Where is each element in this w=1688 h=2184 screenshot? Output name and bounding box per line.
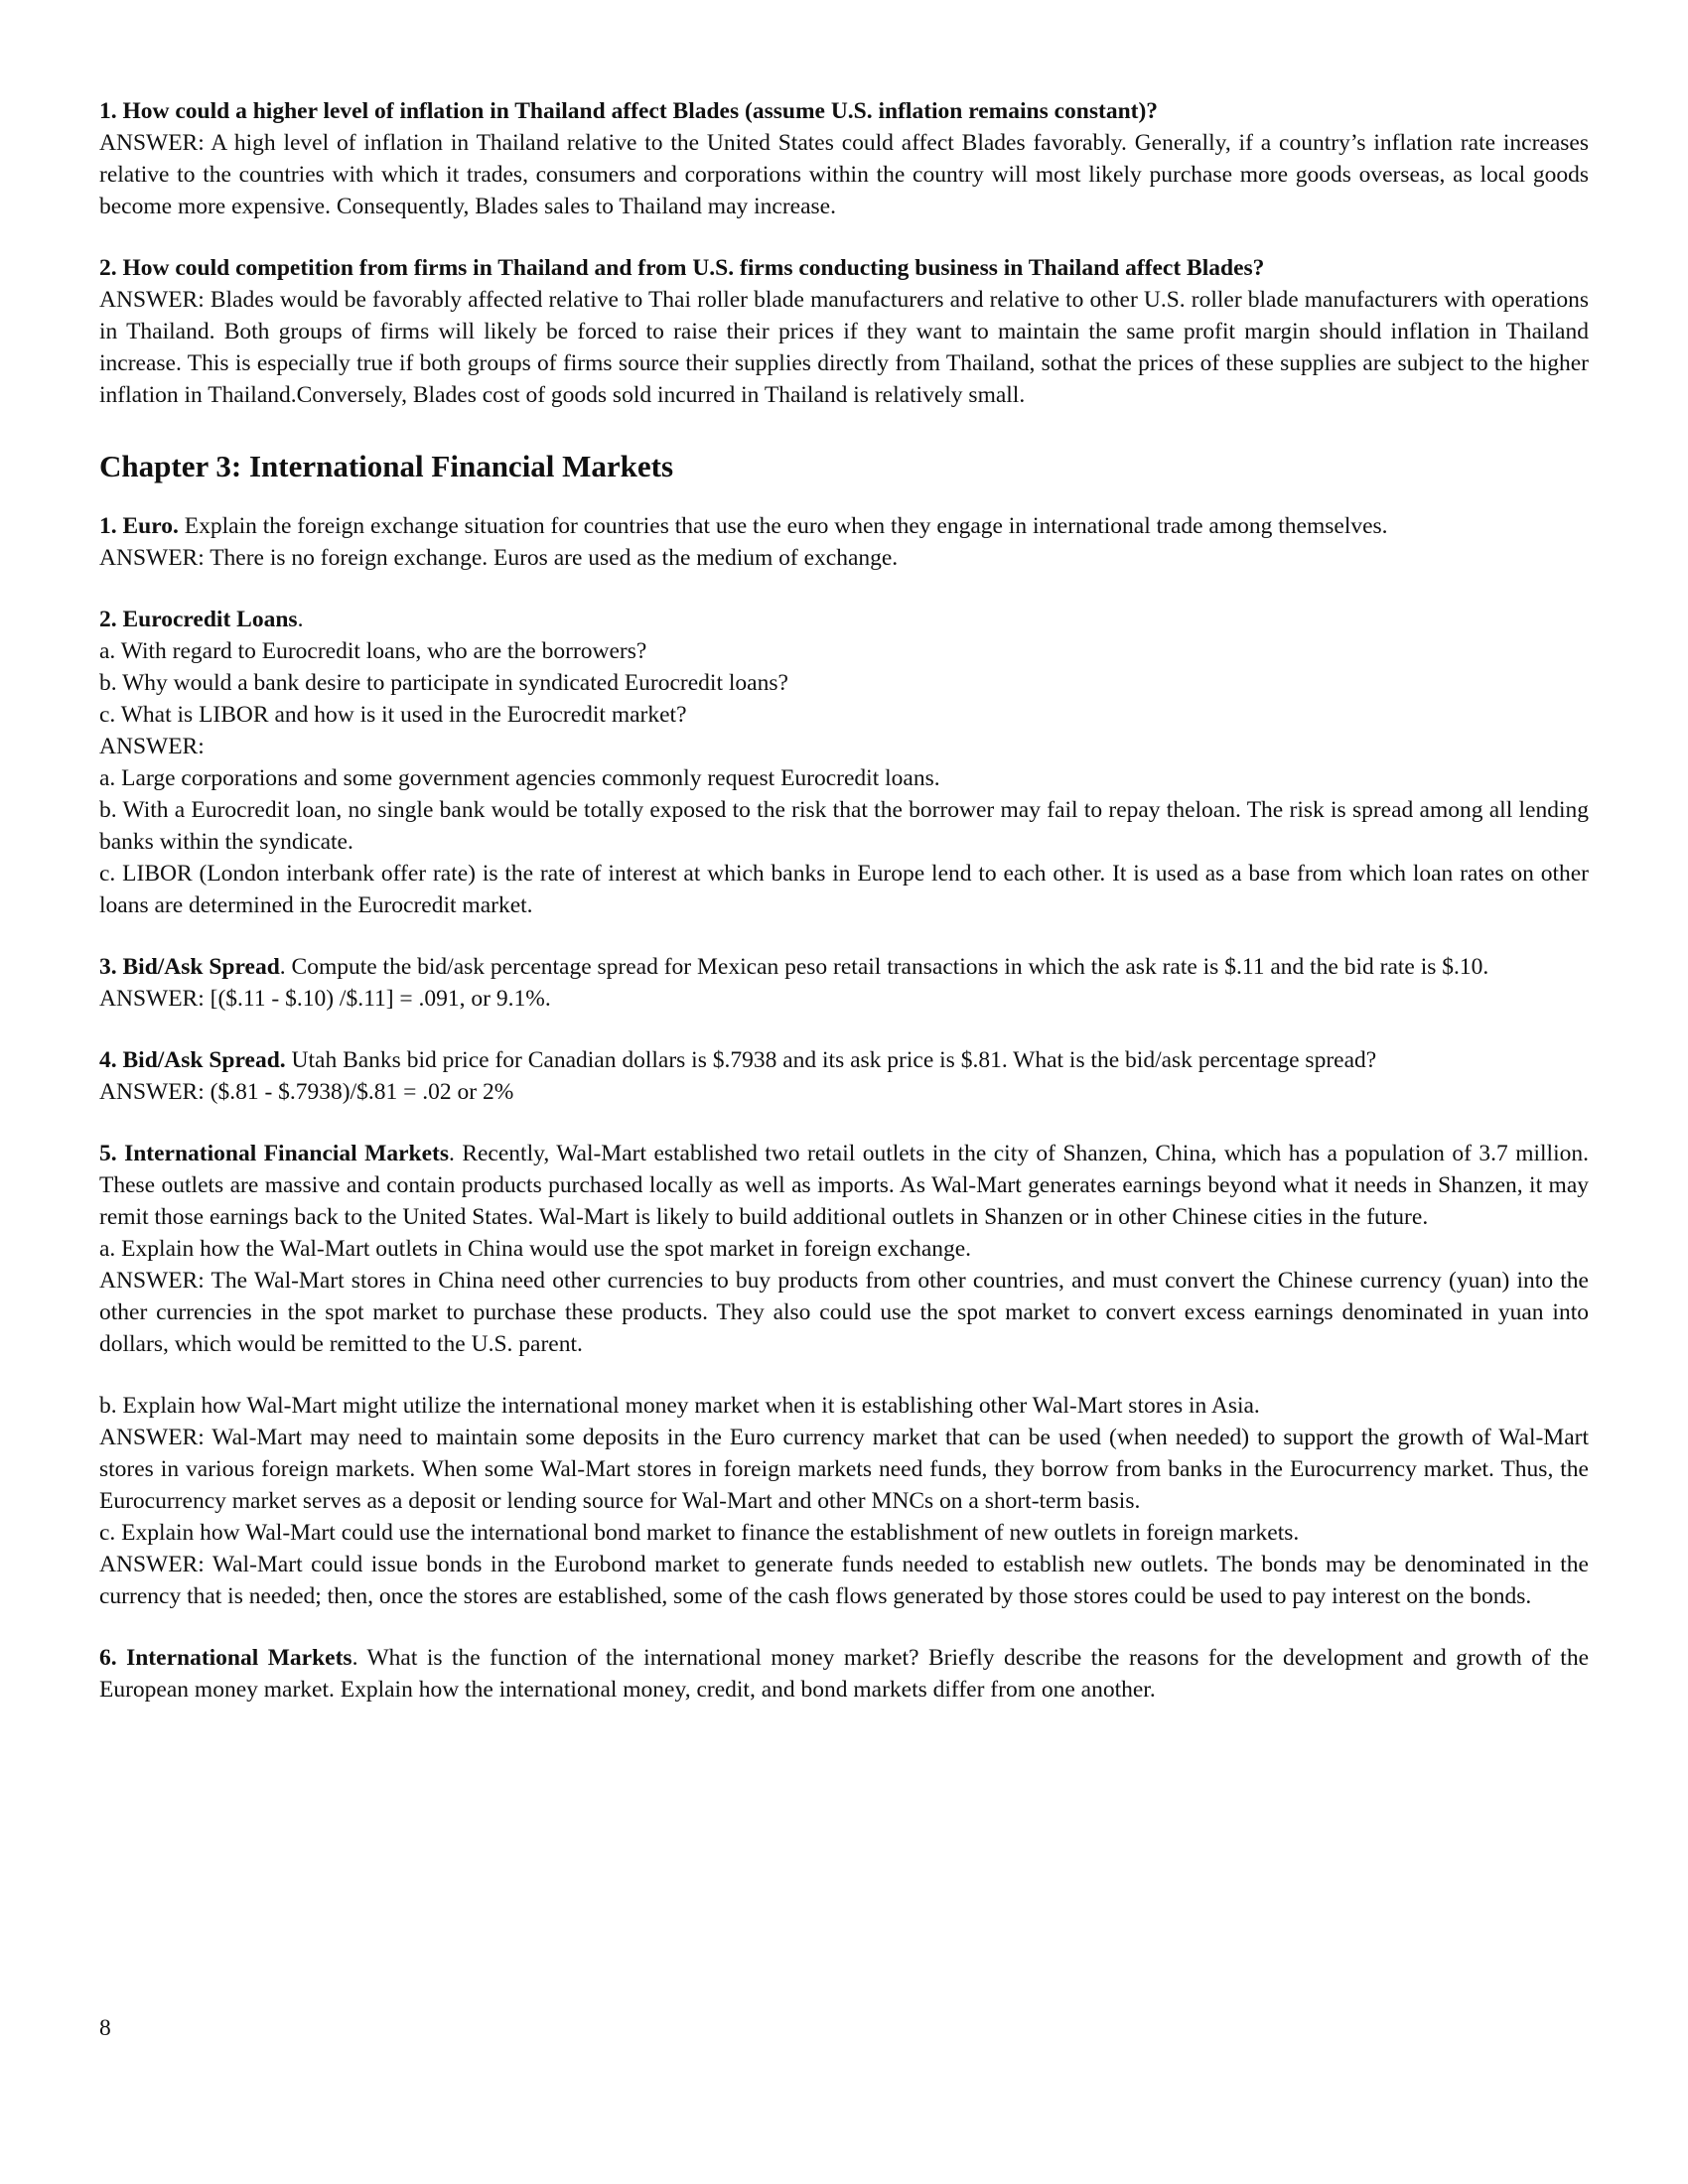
chapter3-question-5 <box>99 1138 1589 1612</box>
subquestion-b: b. Explain how Wal-Mart might utilize the international money market when it is establishing other Wal-Mart stores in Asia. <box>99 1393 1260 1419</box>
chapter3-question-4 <box>99 1044 1589 1108</box>
question-text: . Recently, Wal-Mart established two retail outlets in the city of Shanzen, China, which has a population of 3.7 million. These outlets are massive and contain products purchased locally as well as imports. As Wal-Mart generates earnings beyond what it needs in Shanzen, it may remit those earnings back to the United States. Wal-Mart is likely to build additional outlets in Shanzen or in other Chinese cities in the future. <box>99 1141 1589 1230</box>
question-text: 1. How could a higher level of inflation in Thailand affect Blades (assume U.S. inflation remains constant)? <box>99 98 1159 124</box>
answer-c: ANSWER: Wal-Mart could issue bonds in the Eurobond market to generate funds needed to establish new outlets. The bonds may be denominated in the currency that is needed; then, once the stores are established, some of the cash flows generated by those stores could be used to pay interest on the bonds. <box>99 1552 1589 1609</box>
chapter3-question-3 <box>99 951 1589 1015</box>
chapter3-question-2 <box>99 604 1589 921</box>
question-label: 5. International Financial Markets <box>99 1141 449 1166</box>
answer-text: ANSWER: A high level of inflation in Thailand relative to the United States could affect Blades favorably. Generally, if a country’s inflation rate increases relative to the countries with which it trades, consumers and corporations within the country will most likely purchase more goods overseas, as local goods become more expensive. Consequently, Blades sales to Thailand may increase. <box>99 130 1589 219</box>
answer-text: ANSWER: There is no foreign exchange. Euros are used as the medium of exchange. <box>99 545 899 571</box>
page-number: 8 <box>99 2015 111 2041</box>
answer-text: ANSWER: Blades would be favorably affected relative to Thai roller blade manufacturers and relative to other U.S. roller blade manufacturers with operations in Thailand. Both groups of firms will likely be forced to raise their prices if they want to maintain the same profit margin should inflation in Thailand increase. This is especially true if both groups of firms source their supplies directly from Thailand, sothat the prices of these supplies are subject to the higher inflation in Thailand.Conversely, Blades cost of goods sold incurred in Thailand is relatively small. <box>99 287 1589 408</box>
question-text: . Compute the bid/ask percentage spread for Mexican peso retail transactions in which the ask rate is $.11 and the bid rate is $.10. <box>279 954 1489 980</box>
subquestion-c: c. Explain how Wal-Mart could use the international bond market to finance the establishment of new outlets in foreign markets. <box>99 1520 1300 1546</box>
chapter-heading: Chapter 3: International Financial Markets <box>99 449 674 483</box>
answer-label: ANSWER: <box>99 734 205 759</box>
answer-b: ANSWER: Wal-Mart may need to maintain some deposits in the Euro currency market that can be used (when needed) to support the growth of Wal-Mart stores in various foreign markets. When some Wal-Mart stores in foreign markets need funds, they borrow from banks in the Eurocurrency market. Thus, the Eurocurrency market serves as a deposit or lending source for Wal-Mart and other MNCs on a short-term basis. <box>99 1425 1589 1514</box>
answer-a: a. Large corporations and some government agencies commonly request Eurocredit loans. <box>99 765 940 791</box>
question-label-suffix: . <box>297 607 304 632</box>
question-label: 2. Eurocredit Loans <box>99 607 298 632</box>
question-label: 1. Euro. <box>99 513 179 539</box>
prev-question-2 <box>99 252 1589 411</box>
answer-text: ANSWER: ($.81 - $.7938)/$.81 = .02 or 2% <box>99 1079 514 1105</box>
chapter3-question-1 <box>99 510 1589 574</box>
subquestion-a: a. With regard to Eurocredit loans, who are the borrowers? <box>99 638 647 664</box>
question-label: 3. Bid/Ask Spread <box>99 954 280 980</box>
question-text: Utah Banks bid price for Canadian dollars is $.7938 and its ask price is $.81. What is the bid/ask percentage spread? <box>285 1047 1377 1073</box>
subquestion-c: c. What is LIBOR and how is it used in the Eurocredit market? <box>99 702 687 728</box>
document-page <box>99 95 1589 1706</box>
question-text: 2. How could competition from firms in Thailand and from U.S. firms conducting business in Thailand affect Blades? <box>99 255 1265 281</box>
answer-b: b. With a Eurocredit loan, no single bank would be totally exposed to the risk that the borrower may fail to repay theloan. The risk is spread among all lending banks within the syndicate. <box>99 797 1589 855</box>
answer-a: ANSWER: The Wal-Mart stores in China need other currencies to buy products from other countries, and must convert the Chinese currency (yuan) into the other currencies in the spot market to purchase these products. They also could use the spot market to convert excess earnings denominated in yuan into dollars, which would be remitted to the U.S. parent. <box>99 1268 1589 1357</box>
question-text: . What is the function of the international money market? Briefly describe the reasons for the development and growth of the European money market. Explain how the international money, credit, and bond markets differ from one another. <box>99 1645 1589 1703</box>
subquestion-b: b. Why would a bank desire to participate in syndicated Eurocredit loans? <box>99 670 788 696</box>
answer-text: ANSWER: [($.11 - $.10) /$.11] = .091, or 9.1%. <box>99 986 551 1012</box>
prev-question-1 <box>99 95 1589 222</box>
question-label: 4. Bid/Ask Spread. <box>99 1047 286 1073</box>
question-label: 6. International Markets <box>99 1645 352 1671</box>
answer-c: c. LIBOR (London interbank offer rate) is the rate of interest at which banks in Europe lend to each other. It is used as a base from which loan rates on other loans are determined in the Eurocredit market. <box>99 861 1589 918</box>
chapter3-question-6 <box>99 1642 1589 1706</box>
subquestion-a: a. Explain how the Wal-Mart outlets in China would use the spot market in foreign exchange. <box>99 1236 972 1262</box>
question-text: Explain the foreign exchange situation for countries that use the euro when they engage in international trade among themselves. <box>178 513 1388 539</box>
